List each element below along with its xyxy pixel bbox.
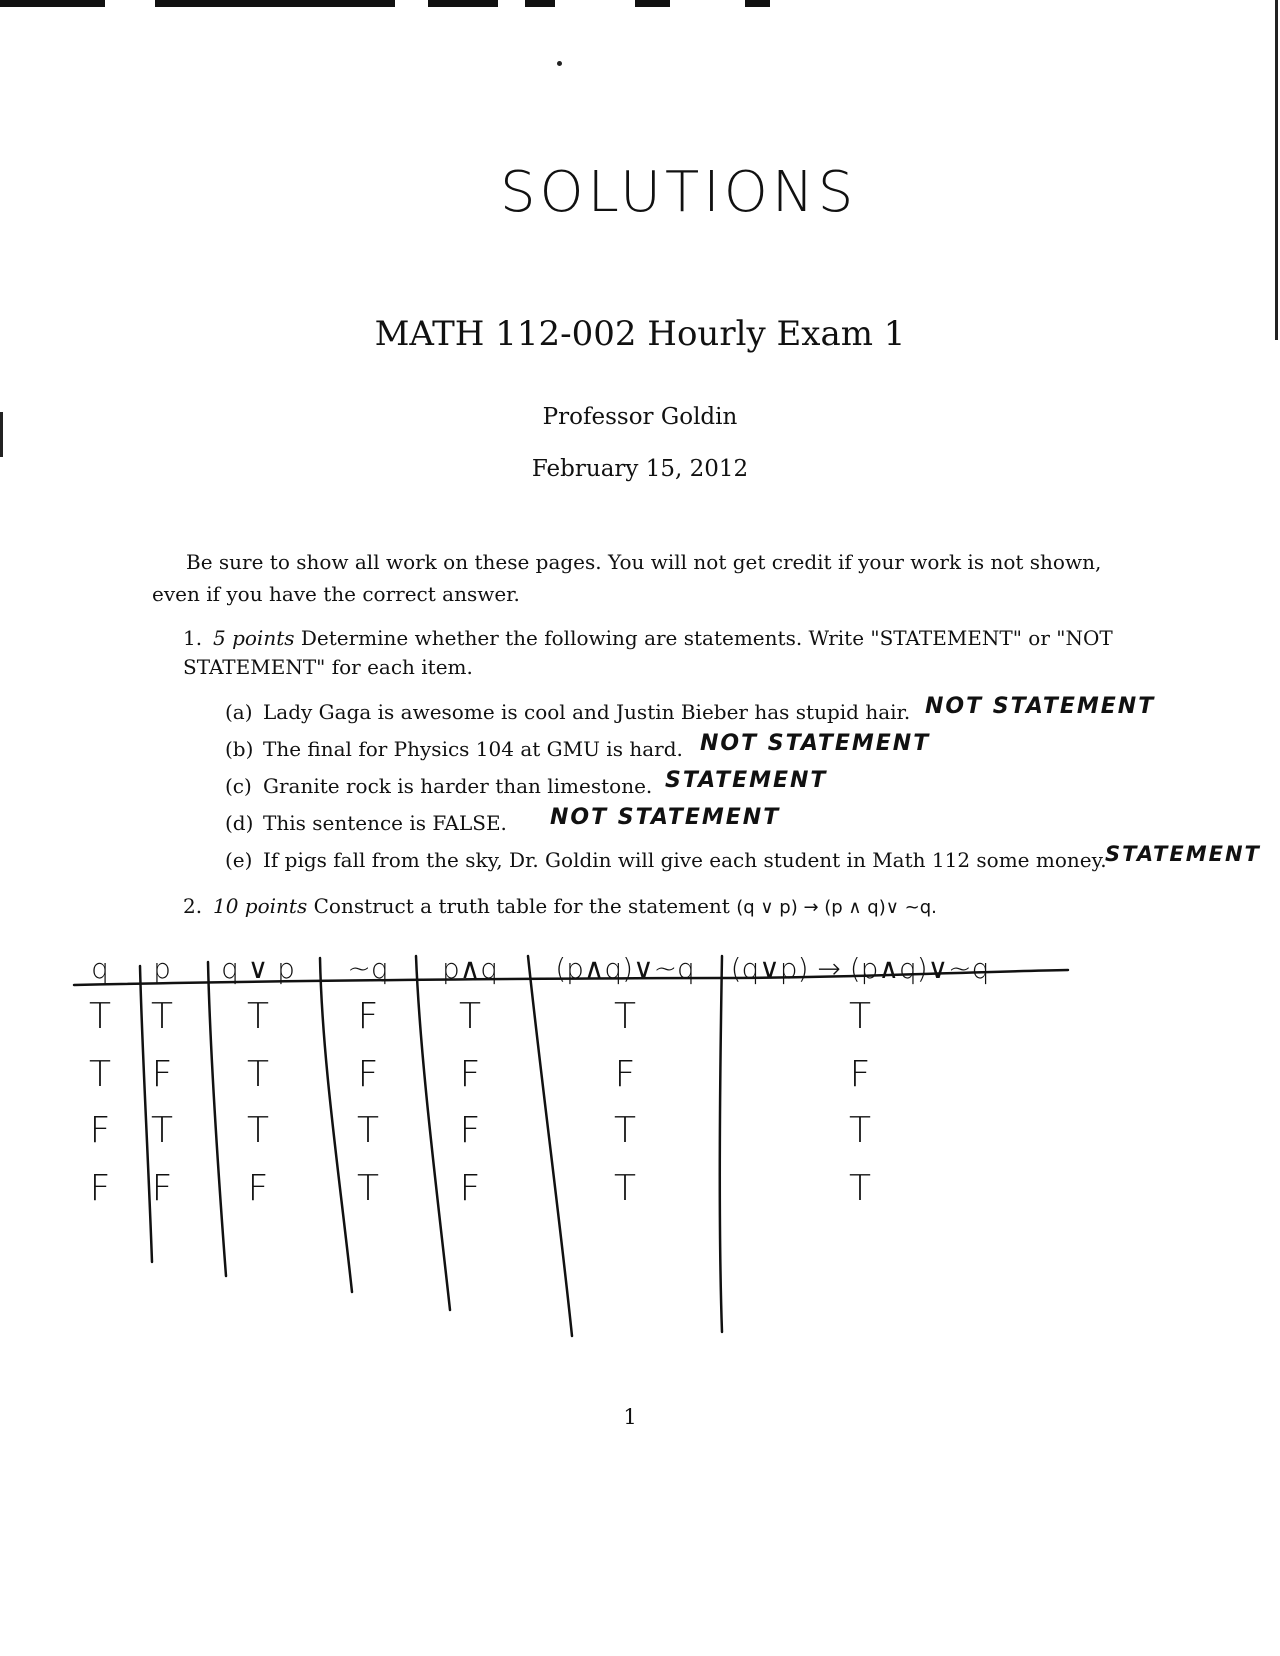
truth-table-cell: F <box>151 1054 173 1095</box>
truth-table-cell: T <box>89 996 111 1037</box>
truth-table-header: q <box>91 952 109 985</box>
question-2-prompt: Construct a truth table for the statement <box>313 894 730 918</box>
truth-table-cell: T <box>459 996 481 1037</box>
truth-table-cell: T <box>151 1110 173 1151</box>
truth-table-cell: F <box>357 1054 379 1095</box>
column-divider <box>208 962 226 1276</box>
truth-table-cell: T <box>849 1168 871 1209</box>
truth-table-cell: F <box>247 1168 269 1209</box>
item-label: (e) <box>225 848 253 872</box>
truth-table-cell: F <box>459 1110 481 1151</box>
truth-table-cell: T <box>247 996 269 1037</box>
item-text: If pigs fall from the sky, Dr. Goldin will give each student in Math 112 some money. <box>263 848 1107 872</box>
question-2-points: 10 points <box>213 894 308 918</box>
truth-table-cell: T <box>849 1110 871 1151</box>
truth-table-cell: T <box>357 1168 379 1209</box>
truth-table-cell: T <box>247 1110 269 1151</box>
question-1-number: 1. <box>183 626 203 650</box>
truth-table-header: q ∨ p <box>221 952 295 985</box>
item-text: This sentence is FALSE. <box>263 811 507 835</box>
question-1-points: 5 points <box>213 626 295 650</box>
item-label: (d) <box>225 811 254 835</box>
item-text: The final for Physics 104 at GMU is hard. <box>263 737 683 761</box>
truth-table-header: ~q <box>347 952 389 985</box>
column-divider <box>416 956 450 1310</box>
truth-table-cell: T <box>357 1110 379 1151</box>
truth-table-cell: F <box>151 1168 173 1209</box>
truth-table-header: (q∨p) → (p∧q)∨~q <box>730 952 990 985</box>
truth-table-header: p <box>153 952 171 985</box>
truth-table-cell: F <box>459 1054 481 1095</box>
truth-table-cell: T <box>614 1168 636 1209</box>
truth-table-cell: T <box>247 1054 269 1095</box>
item-text: Lady Gaga is awesome is cool and Justin Bieber has stupid hair. <box>263 700 911 724</box>
truth-table-cell: T <box>614 1110 636 1151</box>
truth-table-cell: T <box>89 1054 111 1095</box>
instructions: Be sure to show all work on these pages. You will not get credit if your work is not shown, even if you have the correct answer. <box>152 550 1102 606</box>
truth-table-cell: F <box>89 1110 111 1151</box>
column-divider <box>320 958 352 1292</box>
truth-table-cell: T <box>849 996 871 1037</box>
exam-date: February 15, 2012 <box>531 456 749 482</box>
truth-table-cell: F <box>357 996 379 1037</box>
exam-title: MATH 112-002 Hourly Exam 1 <box>374 314 906 354</box>
column-divider <box>528 956 572 1336</box>
truth-table-header: (p∧q)∨~q <box>555 952 695 985</box>
truth-table-header: p∧q <box>441 952 499 985</box>
handwritten-title: SOLUTIONS <box>500 160 858 225</box>
item-text: Granite rock is harder than limestone. <box>263 774 653 798</box>
item-label: (b) <box>225 737 254 761</box>
truth-table-cell: T <box>151 996 173 1037</box>
page-number: 1 <box>623 1405 637 1429</box>
truth-table-cell: F <box>614 1054 636 1095</box>
handwritten-answer: NOT STATEMENT <box>925 694 1156 719</box>
truth-table-cell: F <box>89 1168 111 1209</box>
truth-table-cell: T <box>614 996 636 1037</box>
question-2-number: 2. <box>183 894 203 918</box>
column-divider <box>720 956 722 1332</box>
handwritten-answer: NOT STATEMENT <box>700 731 931 756</box>
truth-table-cell: F <box>849 1054 871 1095</box>
question-1-prompt: Determine whether the following are statements. Write "STATEMENT" or "NOT STATEMENT" for each item. <box>183 626 1113 679</box>
professor-name: Professor Goldin <box>542 404 738 430</box>
handwritten-answer: STATEMENT <box>1105 842 1261 866</box>
truth-table-cell: F <box>459 1168 481 1209</box>
item-label: (c) <box>225 774 252 798</box>
handwritten-answer: NOT STATEMENT <box>550 805 781 830</box>
question-2-formula: (q ∨ p) → (p ∧ q)∨ ~q. <box>736 897 937 918</box>
handwritten-answer: STATEMENT <box>665 768 828 793</box>
item-label: (a) <box>225 700 253 724</box>
